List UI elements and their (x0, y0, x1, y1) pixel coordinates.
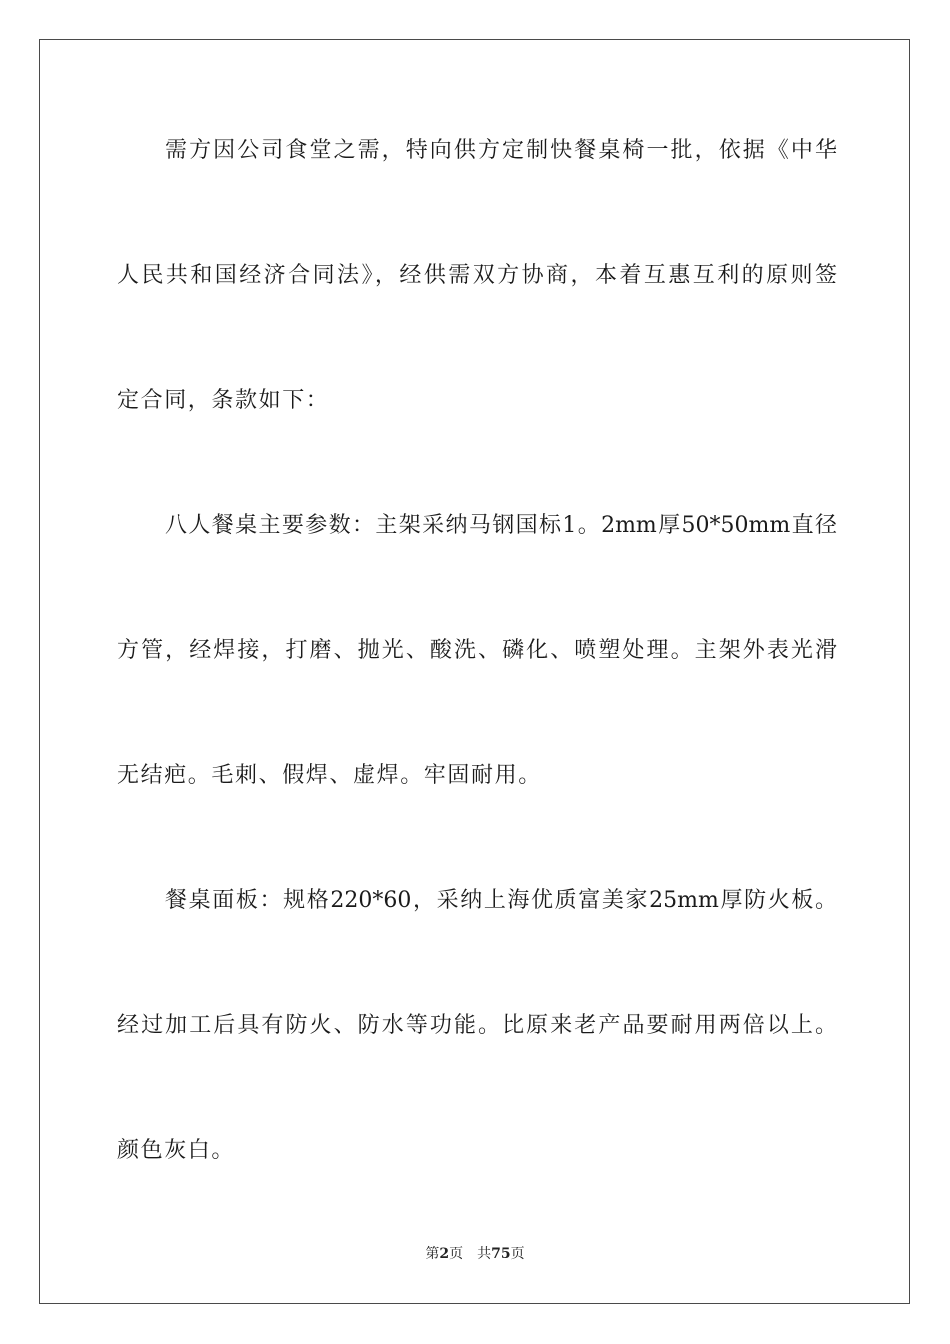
paragraph-2-line-1: 八人餐桌主要参数：主架采纳马钢国标1。2mm厚50*50mm直径 (165, 513, 837, 538)
page-border (39, 39, 910, 1304)
paragraph-3-line-3: 颜色灰白。 (117, 1138, 236, 1163)
total-prefix: 共 (477, 1246, 492, 1262)
paragraph-2-line-2: 方管，经焊接，打磨、抛光、酸洗、磷化、喷塑处理。主架外表光滑 (117, 638, 837, 663)
total-suffix: 页 (510, 1246, 525, 1262)
page-number: 2 (439, 1246, 450, 1262)
paragraph-2-line-3: 无结疤。毛刺、假焊、虚焊。牢固耐用。 (117, 763, 542, 788)
total-pages: 75 (491, 1246, 511, 1262)
page-suffix: 页 (449, 1246, 464, 1262)
paragraph-3-line-1: 餐桌面板：规格220*60，采纳上海优质富美家25mm厚防火板。 (165, 888, 837, 913)
paragraph-1-line-3: 定合同，条款如下： (117, 388, 330, 413)
page-footer (0, 1245, 950, 1263)
paragraph-1-line-2: 人民共和国经济合同法》，经供需双方协商，本着互惠互利的原则签 (117, 263, 837, 288)
paragraph-3-line-2: 经过加工后具有防火、防水等功能。比原来老产品要耐用两倍以上。 (117, 1013, 837, 1038)
paragraph-1-line-1: 需方因公司食堂之需，特向供方定制快餐桌椅一批，依据《中华 (165, 138, 837, 163)
page-prefix: 第 (425, 1246, 440, 1262)
